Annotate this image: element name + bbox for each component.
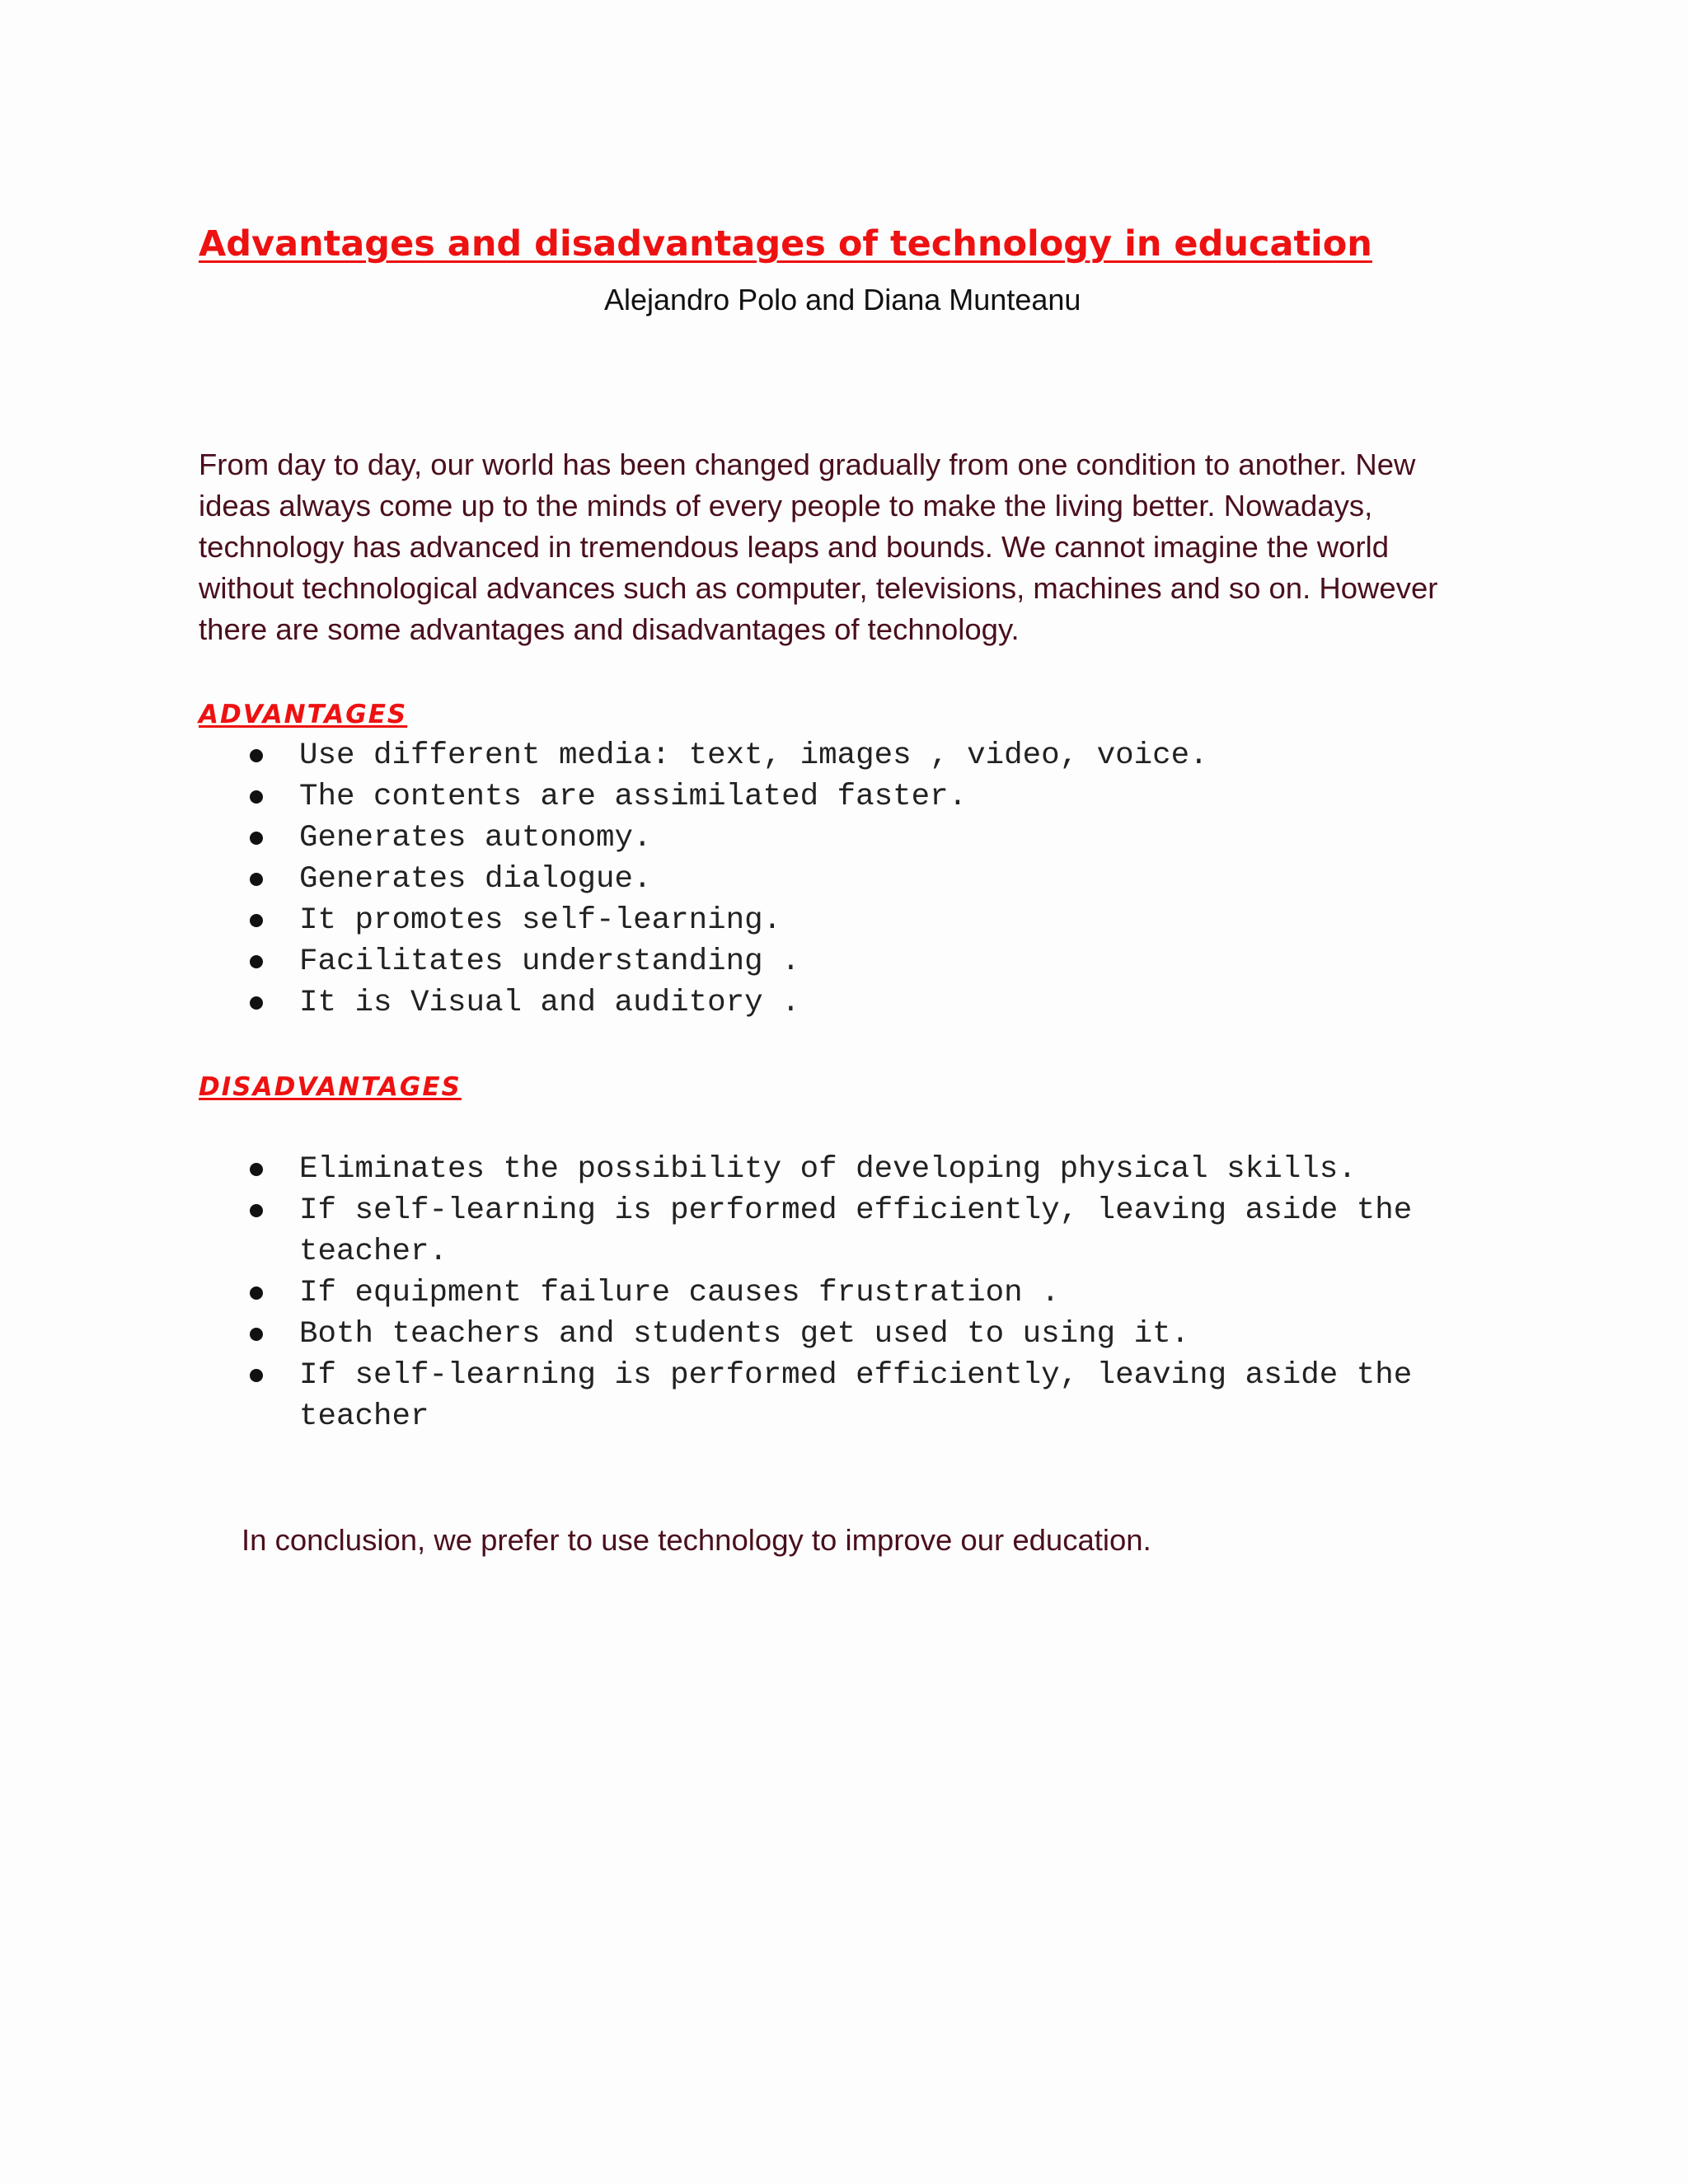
list-item [239,1355,1511,1437]
list-item-text: If equipment failure causes frustration . [299,1276,1060,1310]
bullet-icon [250,832,263,845]
bullet-icon [250,1204,263,1217]
bullet-icon [250,955,263,968]
list-item [239,1149,1511,1190]
intro-paragraph [199,444,1517,650]
list-item-text: Generates autonomy. [299,821,652,855]
disadvantages-list [239,1149,1511,1437]
intro-line: ideas always come up to the minds of every people to make the living better. Nowadays, [199,489,1373,523]
conclusion-paragraph: In conclusion, we prefer to use technology to improve our education. [241,1523,1151,1557]
list-item-text: If self-learning is performed efficiently, leaving aside the [299,1193,1413,1228]
list-item-text: It promotes self-learning. [299,903,782,938]
list-item-text: Eliminates the possibility of developing physical skills. [299,1152,1357,1187]
list-item [239,1190,1511,1272]
bullet-icon [250,873,263,886]
list-item-text: Both teachers and students get used to using it. [299,1317,1190,1352]
list-item [239,982,1511,1024]
bullet-icon [250,1328,263,1341]
intro-line: technology has advanced in tremendous leaps and bounds. We cannot imagine the world [199,530,1390,564]
list-item-text: Use different media: text, images , video, voice. [299,738,1208,773]
advantages-heading-text: advantages [199,690,408,732]
intro-line: without technological advances such as computer, televisions, machines and so on. However [199,571,1438,605]
list-item [239,900,1511,941]
document-title: Advantages and disadvantages of technology in education [199,223,1372,265]
list-item [239,818,1511,859]
list-item [239,735,1511,776]
list-item-text: teacher [299,1399,429,1434]
bullet-icon [250,996,263,1010]
list-item [239,941,1511,982]
list-item-text: teacher. [299,1235,448,1269]
bullet-icon [250,1286,263,1300]
intro-line: From day to day, our world has been changed gradually from one condition to another. New [199,448,1416,481]
list-item-text: It is Visual and auditory . [299,986,800,1020]
disadvantages-heading [199,1063,462,1104]
list-item [239,1272,1511,1314]
list-item-text: Generates dialogue. [299,862,652,897]
bullet-icon [250,1369,263,1382]
document-authors: Alejandro Polo and Diana Munteanu [604,283,1081,316]
list-item-text: If self-learning is performed efficiently, leaving aside the [299,1358,1413,1393]
bullet-icon [250,749,263,762]
intro-line: there are some advantages and disadvantages of technology. [199,612,1020,646]
bullet-icon [250,914,263,927]
bullet-icon [250,1163,263,1176]
list-item [239,1314,1511,1355]
bullet-icon [250,790,263,804]
advantages-list [239,735,1511,1024]
list-item-text: Facilitates understanding . [299,944,800,979]
list-item [239,859,1511,900]
list-item-text: The contents are assimilated faster. [299,780,968,814]
advantages-heading [199,691,407,732]
disadvantages-heading-text: disadvantages [199,1062,462,1104]
list-item [239,776,1511,818]
